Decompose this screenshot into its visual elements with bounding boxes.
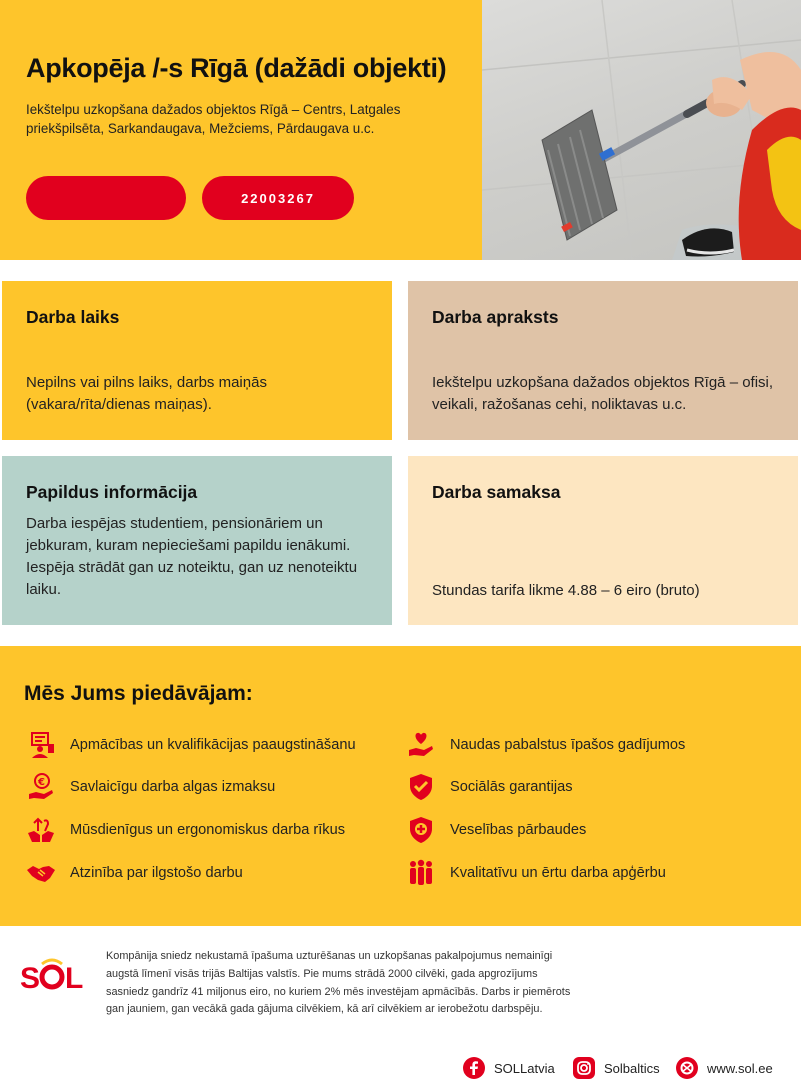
benefit-item [404, 856, 666, 890]
svg-text:€: € [38, 777, 45, 788]
job-title: Apkopēja /-s Rīgā (dažādi objekti) [26, 53, 447, 83]
card-text: Nepilns vai pilns laiks, darbs maiņās (vakara/rīta/dienas maiņas). [26, 374, 267, 413]
card-text: Stundas tarifa likme 4.88 – 6 eiro (bruto) [432, 582, 700, 599]
benefit-label: Veselības pārbaudes [450, 822, 587, 838]
benefit-item [24, 856, 243, 890]
benefit-label: Apmācības un kvalifikācijas paaugstināšanu [70, 737, 356, 753]
phone-button[interactable]: 22003267 [202, 176, 354, 220]
card-title: Papildus informācija [26, 482, 198, 502]
footer [0, 926, 801, 1090]
logo-letter-s: S [20, 962, 41, 994]
card-salary [408, 456, 798, 625]
web-icon [676, 1057, 698, 1079]
card-description [408, 281, 798, 440]
card-title: Darba laiks [26, 307, 120, 327]
instagram-icon [573, 1057, 595, 1079]
euro-hand-icon [24, 770, 58, 804]
card-title: Darba apraksts [432, 307, 559, 327]
job-subtitle: Iekštelpu uzkopšana dažados objektos Rīgā – Centrs, Latgales priekšpilsēta, Sarkandaugava, Mežciems, Pārdaugava u.c. [26, 102, 401, 136]
hero-buttons [26, 176, 354, 220]
tools-hand-icon [24, 813, 58, 847]
sol-logo [18, 954, 90, 994]
heart-hand-icon [404, 728, 438, 762]
company-description: Kompānija sniedz nekustamā īpašuma uzturēšanas un uzkopšanas pakalpojumus nemainīgi augstā līmenī visās trijās Baltijas valstīs. Pie mums strādā 2000 cilvēki, gada apgrozījums sasniedz gandrīz 41 miljonus eiro, no kuriem 2% mēs investējam apmācībās. Darbs ir piemērots gan jauniem, gan vecākā gada gājuma cilvēkiem, kā arī cilvēkiem ar ierobežotu darbspēju. [106, 950, 571, 1016]
card-extra-info [2, 456, 392, 625]
handshake-icon [24, 856, 58, 890]
mop-illustration [482, 0, 801, 260]
benefit-item [24, 813, 345, 847]
benefits-section [0, 646, 801, 926]
instagram-label: Solbaltics [604, 1060, 660, 1076]
apply-button[interactable] [26, 176, 186, 220]
benefit-item [404, 770, 573, 804]
benefit-label: Kvalitatīvu un ērtu darba apģērbu [450, 865, 666, 881]
card-text: Darba iespējas studentiem, pensionāriem un jebkuram, kuram nepieciešami papildu ienākumi. Iespēja strādāt gan uz noteiktu, gan uz nenoteiktu laiku. [26, 515, 358, 598]
website-link[interactable] [676, 1056, 773, 1080]
website-label: www.sol.ee [707, 1060, 773, 1076]
benefit-label: Savlaicīgu darba algas izmaksu [70, 779, 276, 795]
logo-letter-l: L [65, 962, 84, 994]
shield-plus-icon [404, 813, 438, 847]
benefit-label: Sociālās garantijas [450, 779, 573, 795]
people-icon [404, 856, 438, 890]
benefit-item [404, 728, 685, 762]
benefit-label: Atzinība par ilgstošo darbu [70, 865, 243, 881]
card-title: Darba samaksa [432, 482, 561, 502]
card-work-time [2, 281, 392, 440]
facebook-link[interactable] [463, 1056, 555, 1080]
hero-section [0, 0, 801, 260]
hero-panel [0, 0, 482, 260]
facebook-icon [463, 1057, 485, 1079]
benefit-item [404, 813, 586, 847]
benefits-title: Mēs Jums piedāvājam: [24, 682, 253, 705]
benefit-label: Mūsdienīgus un ergonomiskus darba rīkus [70, 822, 345, 838]
benefit-item [24, 770, 275, 804]
shield-check-icon [404, 770, 438, 804]
benefit-item [24, 728, 356, 762]
cleaning-photo [482, 0, 801, 260]
instagram-link[interactable] [573, 1056, 660, 1080]
training-icon [24, 728, 58, 762]
benefit-label: Naudas pabalstus īpašos gadījumos [450, 737, 686, 753]
card-text: Iekštelpu uzkopšana dažados objektos Rīgā – ofisi, veikali, ražošanas cehi, noliktavas u.c. [432, 374, 774, 413]
facebook-label: SOLLatvia [494, 1060, 555, 1076]
